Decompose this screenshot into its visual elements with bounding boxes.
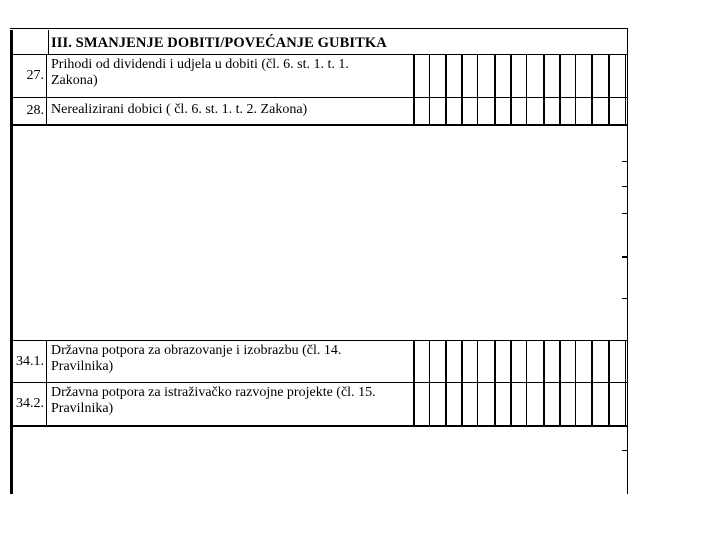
cell-divider — [625, 98, 626, 124]
cell-divider — [445, 55, 447, 97]
cell-divider — [477, 98, 478, 124]
row-number: 34.2. — [13, 383, 47, 425]
amount-input-cells[interactable] — [413, 55, 627, 97]
cell-divider — [510, 383, 512, 425]
cell-divider — [559, 341, 561, 383]
column-divider — [48, 30, 49, 54]
cell-divider — [591, 383, 593, 425]
cell-divider — [477, 341, 478, 383]
form-row-34-1 — [13, 340, 627, 383]
cell-divider — [543, 55, 545, 97]
row-description-line: Pravilnika) — [51, 359, 114, 374]
cell-divider — [559, 383, 561, 425]
cell-divider — [608, 98, 610, 124]
cell-divider — [445, 98, 447, 124]
cell-divider — [429, 383, 430, 425]
edge-tick — [622, 450, 628, 451]
cell-divider — [543, 341, 545, 383]
cell-divider — [608, 55, 610, 97]
cell-divider — [543, 383, 545, 425]
row-number: 34.1. — [13, 341, 47, 383]
tax-form-section — [10, 28, 630, 494]
edge-tick — [622, 186, 628, 187]
cell-divider — [494, 55, 496, 97]
cell-divider — [510, 55, 512, 97]
cell-divider — [575, 383, 576, 425]
cell-divider — [526, 341, 527, 383]
cell-divider — [625, 55, 626, 97]
right-border — [627, 28, 628, 494]
cell-divider — [429, 98, 430, 124]
cell-divider — [591, 98, 593, 124]
cell-divider — [413, 55, 415, 97]
cell-divider — [494, 383, 496, 425]
cell-divider — [494, 98, 496, 124]
cell-divider — [591, 55, 593, 97]
cell-divider — [461, 341, 463, 383]
cell-divider — [494, 341, 496, 383]
row-description-line: Prihodi od dividendi i udjela u dobiti (čl. 6. st. 1. t. 1. — [51, 57, 349, 72]
cell-divider — [461, 98, 463, 124]
row-description-line: Nerealizirani dobici ( čl. 6. st. 1. t. 2. Zakona) — [51, 102, 308, 117]
cell-divider — [526, 98, 527, 124]
section-header — [13, 29, 627, 54]
cell-divider — [413, 341, 415, 383]
cell-divider — [575, 341, 576, 383]
edge-tick — [622, 256, 628, 258]
row-description — [51, 57, 413, 89]
section-title: III. SMANJENJE DOBITI/POVEĆANJE GUBITKA — [51, 35, 387, 51]
cell-divider — [461, 383, 463, 425]
cell-divider — [526, 55, 527, 97]
cell-divider — [510, 98, 512, 124]
form-row-27 — [13, 54, 627, 97]
cell-divider — [413, 98, 415, 124]
row-description-line: Pravilnika) — [51, 401, 114, 416]
cell-divider — [477, 55, 478, 97]
cell-divider — [445, 383, 447, 425]
form-row-28 — [13, 97, 627, 126]
row-description — [51, 102, 413, 118]
edge-tick — [622, 298, 628, 299]
cell-divider — [445, 341, 447, 383]
cell-divider — [591, 341, 593, 383]
cell-divider — [575, 55, 576, 97]
cell-divider — [429, 55, 430, 97]
row-number: 28. — [13, 98, 47, 124]
cell-divider — [526, 383, 527, 425]
cell-divider — [477, 383, 478, 425]
cell-divider — [461, 55, 463, 97]
cell-divider — [413, 383, 415, 425]
amount-input-cells[interactable] — [413, 341, 627, 383]
row-description — [51, 343, 413, 375]
cell-divider — [559, 98, 561, 124]
cell-divider — [559, 55, 561, 97]
row-description-line: Državna potpora za istraživačko razvojne projekte (čl. 15. — [51, 385, 376, 400]
row-number: 27. — [13, 55, 47, 97]
cell-divider — [575, 98, 576, 124]
row-description-line: Državna potpora za obrazovanje i izobrazbu (čl. 14. — [51, 343, 342, 358]
cell-divider — [608, 341, 610, 383]
row-description — [51, 385, 413, 417]
cell-divider — [625, 341, 626, 383]
cell-divider — [510, 341, 512, 383]
amount-input-cells[interactable] — [413, 98, 627, 124]
cell-divider — [625, 383, 626, 425]
cell-divider — [543, 98, 545, 124]
row-description-line: Zakona) — [51, 73, 98, 88]
form-row-34-2 — [13, 382, 627, 427]
cell-divider — [608, 383, 610, 425]
edge-tick — [622, 213, 628, 214]
cell-divider — [429, 341, 430, 383]
amount-input-cells[interactable] — [413, 383, 627, 425]
edge-tick — [622, 161, 628, 162]
